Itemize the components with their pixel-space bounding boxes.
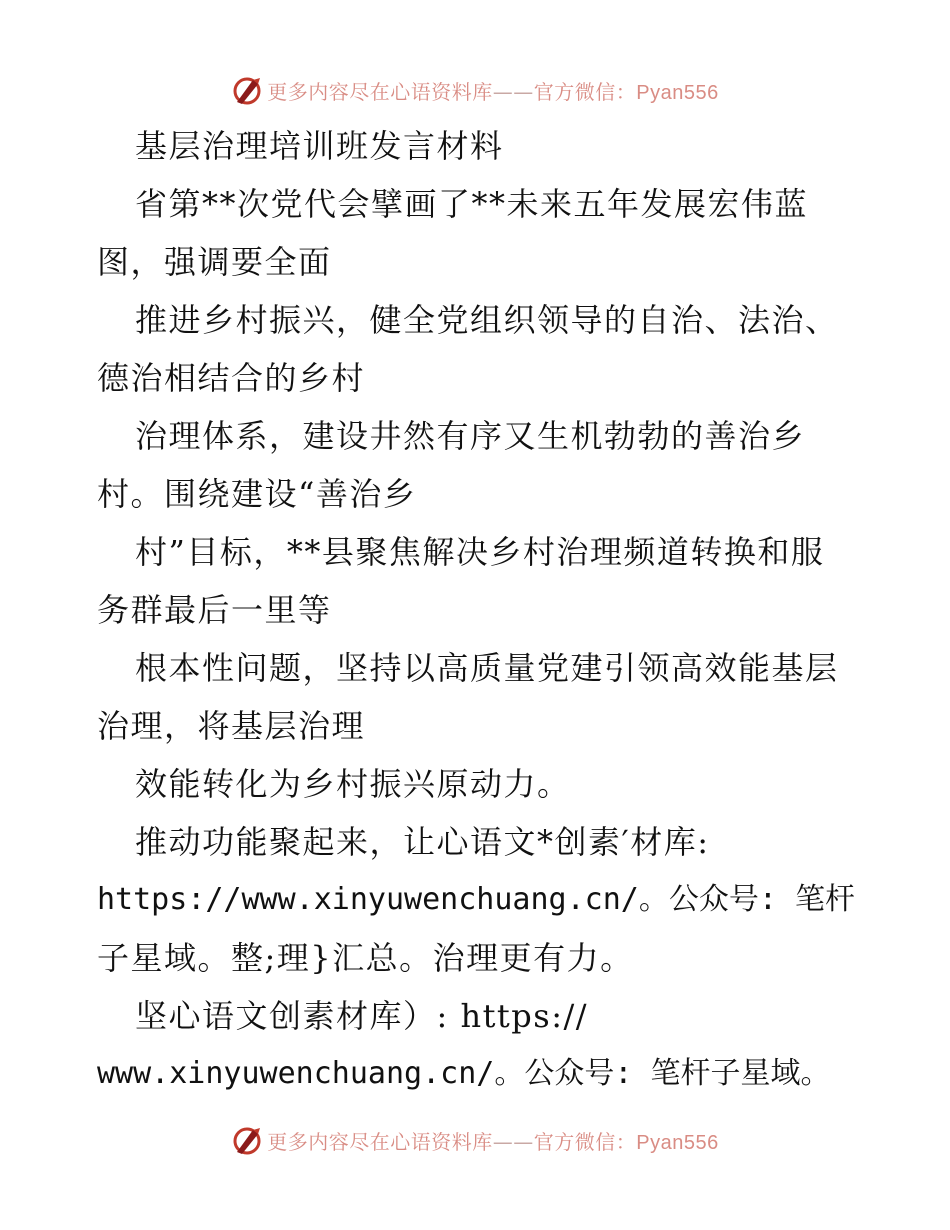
document-line-url: https://www.xinyuwenchuang.cn/。公众号: 笔杆	[97, 882, 855, 917]
red-pen-logo-icon	[231, 1124, 263, 1156]
document-line: 图，强调要全面	[97, 243, 332, 281]
watermark-id: Pyan556	[636, 81, 719, 104]
document-line: 务群最后一里等	[97, 591, 332, 629]
document-line: 省第**次党代会擘画了**未来五年发展宏伟蓝	[135, 185, 809, 223]
document-line: 治理，将基层治理	[97, 707, 366, 745]
watermark-id: Pyan556	[636, 1131, 719, 1154]
footer-watermark	[0, 1122, 950, 1158]
document-line: 根本性问题，坚持以高质量党建引领高效能基层	[135, 649, 839, 687]
document-line: 坚心语文创素材库）: https://	[135, 997, 589, 1035]
document-line: 推动功能聚起来，让心语文*创素′材库:	[135, 823, 710, 861]
document-line: 推进乡村振兴，健全党组织领导的自治、法治、	[135, 301, 839, 339]
document-line: 村”目标，**县聚焦解决乡村治理频道转换和服	[135, 533, 825, 571]
watermark-tail: 官方微信：	[533, 79, 637, 104]
header-watermark	[0, 72, 950, 108]
red-pen-logo-icon	[231, 74, 263, 106]
document-line-url: www.xinyuwenchuang.cn/。公众号: 笔杆子星域。	[97, 1056, 831, 1091]
document-line: 德治相结合的乡村	[97, 359, 366, 397]
watermark-text: 更多内容尽在心语资料库	[267, 79, 493, 104]
document-line: 效能转化为乡村振兴原动力。	[135, 765, 571, 803]
document-title: 基层治理培训班发言材料	[135, 127, 504, 165]
watermark-dash: ——	[492, 79, 534, 104]
watermark-tail: 官方微信：	[533, 1129, 637, 1154]
watermark-text: 更多内容尽在心语资料库	[267, 1129, 493, 1154]
document-line: 子星域。整;理}汇总。治理更有力。	[97, 939, 634, 977]
watermark-dash: ——	[492, 1129, 534, 1154]
document-line: 村。围绕建设“善治乡	[97, 475, 417, 513]
document-line: 治理体系，建设井然有序又生机勃勃的善治乡	[135, 417, 806, 455]
